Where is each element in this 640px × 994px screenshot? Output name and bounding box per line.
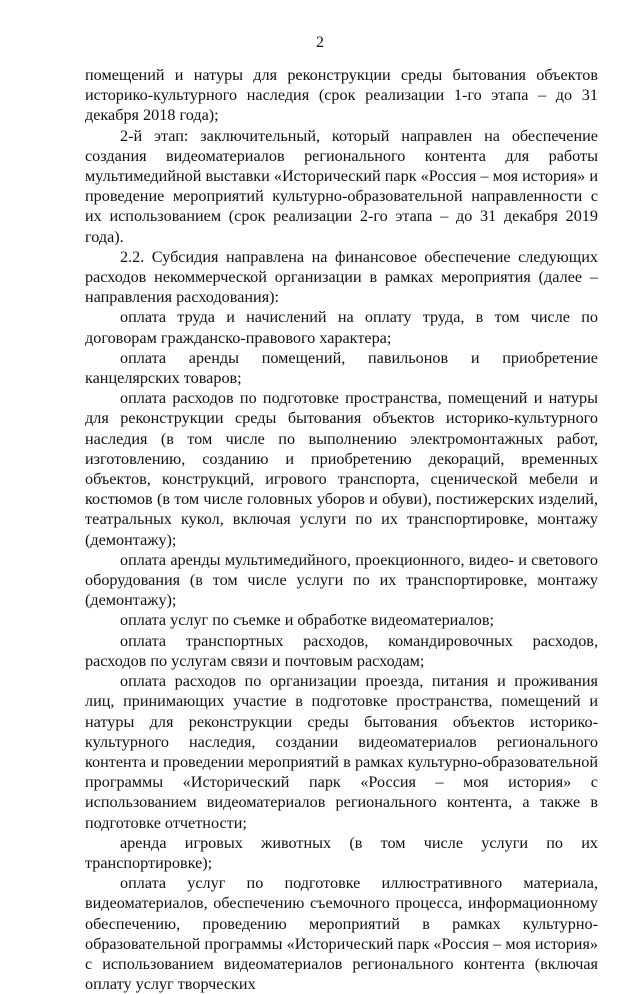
page-number: 2: [316, 34, 324, 51]
paragraph-animal-rent: аренда игровых животных (в том числе услуги по их транспортировке);: [85, 833, 598, 872]
paragraph-stage1-continuation: помещений и натуры для реконструкции среды бытования объектов историко-культурного наследия (срок реализации 1-го этапа – до 31 декабря 2018 года);: [85, 66, 598, 125]
paragraph-clause-2-2: 2.2. Субсидия направлена на финансовое обеспечение следующих расходов некоммерческой организации в рамках мероприятия (далее – направления расходования):: [85, 247, 598, 307]
paragraph-premises-rent: оплата аренды помещений, павильонов и приобретение канцелярских товаров;: [85, 348, 598, 388]
document-body: [85, 65, 598, 994]
paragraph-video-services: оплата услуг по съемке и обработке видеоматериалов;: [120, 611, 494, 630]
paragraph-travel-accommodation: оплата расходов по организации проезда, питания и проживания лиц, принимающих участие в подготовке пространства, помещений и натуры для реконструкции среды бытования объектов историко-культурного наследия, создании видеоматериалов регионального контента и проведении мероприятий в рамках культурно-образовательной программы «Исторический парк «Россия – моя история» с использованием видеоматериалов регионального контента, а также в подготовке отчетности;: [85, 672, 598, 832]
paragraph-stage2: 2-й этап: заключительный, который направлен на обеспечение создания видеоматериалов регионального контента для работы мультимедийной выставки «Исторический парк «Россия – моя история» и проведение мероприятий культурно-образовательной направленности с их использованием (срок реализации 2-го этапа – до 31 декабря 2019 года).: [85, 126, 598, 246]
paragraph-transport-costs: оплата транспортных расходов, командировочных расходов, расходов по услугам связи и почтовым расходам;: [85, 631, 598, 670]
paragraph-equipment-rent: оплата аренды мультимедийного, проекционного, видео- и светового оборудования (в том числе услуги по их транспортировке, монтажу (демонтажу);: [85, 550, 598, 610]
paragraph-illustrative-services: оплата услуг по подготовке иллюстративного материала, видеоматериалов, обеспечению съемочного процесса, информационному обеспечению, проведению мероприятий в рамках культурно-образовательной программы «Исторический парк «Россия – моя история» с использованием видеоматериалов регионального контента (включая оплату услуг творческих: [85, 874, 598, 994]
paragraph-space-preparation: оплата расходов по подготовке пространства, помещений и натуры для реконструкции среды бытования объектов историко-культурного наследия (в том числе по выполнению электромонтажных работ, изготовлению, созданию и приобретению декораций, временных объектов, конструкций, игрового транспорта, сценической мебели и костюмов (в том числе головных уборов и обуви), постижерских изделий, театральных кукол, включая услуги по их транспортировке, монтажу (демонтажу);: [85, 389, 598, 549]
paragraph-labor-costs: оплата труда и начислений на оплату труда, в том числе по договорам гражданско-правового характера;: [85, 308, 598, 347]
